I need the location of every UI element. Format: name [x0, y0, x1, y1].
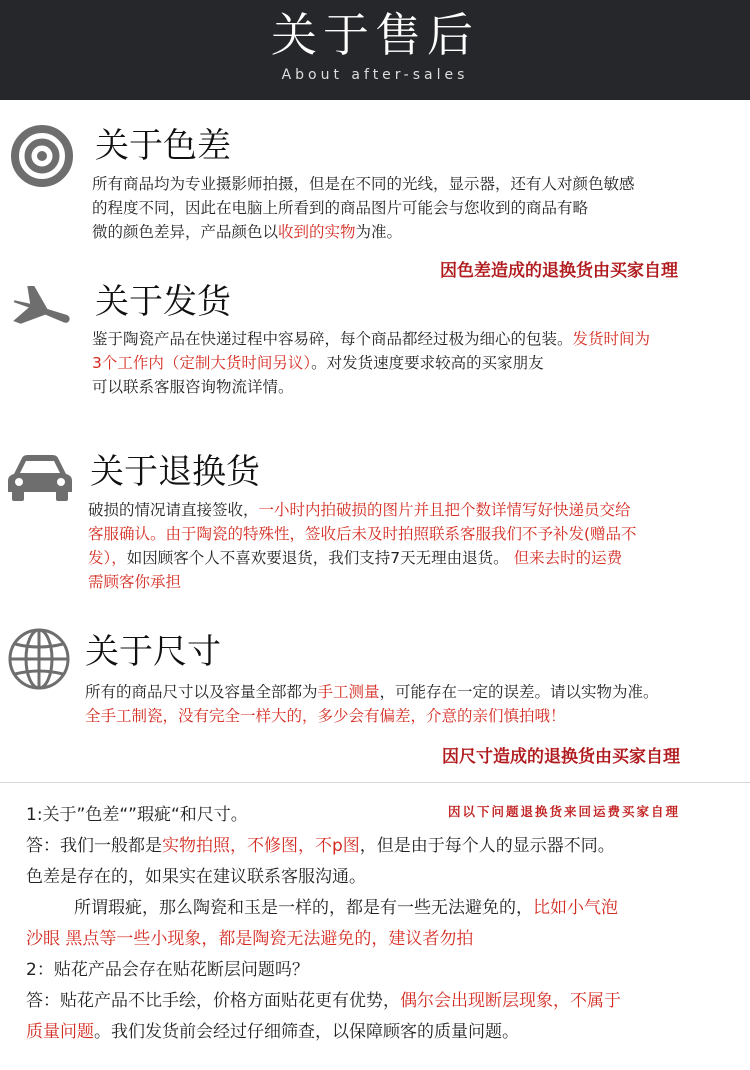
faq-block — [26, 800, 621, 1048]
section-body-color-diff — [92, 172, 742, 244]
body-line: 微的颜色差异，产品颜色以收到的实物为准。 — [92, 223, 403, 241]
size-note: 因尺寸造成的退换货由买家自理 — [442, 747, 680, 767]
section-body-size — [85, 680, 745, 728]
body-line: 所有的商品尺寸以及容量全部都为手工测量，可能存在一定的误差。请以实物为准。 — [85, 683, 659, 701]
section-title-size: 关于尺寸 — [85, 632, 221, 672]
faq-answer-line: 色差是存在的，如果实在建议联系客服沟通。 — [26, 867, 366, 887]
faq-answer-line: 质量问题。我们发货前会经过仔细筛查，以保障顾客的质量问题。 — [26, 1022, 519, 1042]
faq-answer-line: 答：我们一般都是实物拍照，不修图，不p图，但是由于每个人的显示器不同。 — [26, 836, 615, 856]
globe-icon — [6, 626, 72, 692]
body-line: 全手工制瓷，没有完全一样大的，多少会有偏差，介意的亲们慎拍哦！ — [85, 707, 566, 725]
target-icon — [10, 124, 74, 188]
section-title-shipping: 关于发货 — [95, 282, 231, 322]
color-diff-note: 因色差造成的退换货由买家自理 — [440, 261, 678, 281]
page-subtitle: About after-sales — [281, 67, 469, 83]
body-line: 鉴于陶瓷产品在快递过程中容易碎，每个商品都经过极为细心的包装。发货时间为 — [92, 330, 651, 348]
body-line: 所有商品均为专业摄影师拍摄，但是在不同的光线，显示器，还有人对颜色敏感 — [92, 175, 635, 193]
section-divider — [0, 782, 750, 783]
faq-answer-line: 答：贴花产品不比手绘，价格方面贴花更有优势，偶尔会出现断层现象，不属于 — [26, 991, 621, 1011]
header-banner — [0, 0, 750, 100]
body-line: 可以联系客服咨询物流详情。 — [92, 378, 294, 396]
body-line: 3个工作内（定制大货时间另议）。对发货速度要求较高的买家朋友 — [92, 354, 544, 372]
section-title-color-diff: 关于色差 — [95, 126, 231, 166]
faq-answer-line: 沙眼 黑点等一些小现象，都是陶瓷无法避免的，建议者勿拍 — [26, 929, 474, 949]
faq-question-1: 1:关于”色差“”瑕疵“和尺寸。 — [26, 805, 248, 825]
airplane-icon — [8, 286, 74, 346]
body-line: 需顾客你承担 — [88, 573, 182, 591]
faq-note: 因以下问题退换货来回运费买家自理 — [448, 804, 681, 819]
body-line: 破损的情况请直接签收，一小时内拍破损的图片并且把个数详情写好快递员交给 — [88, 501, 631, 519]
faq-answer-line: 所谓瑕疵，那么陶瓷和玉是一样的，都是有一些无法避免的，比如小气泡 — [74, 898, 618, 918]
page-title: 关于售后 — [271, 8, 479, 62]
body-line: 发），如因顾客个人不喜欢要退货，我们支持7天无理由退货。 但来去时的运费 — [88, 549, 623, 567]
body-line: 客服确认。由于陶瓷的特殊性，签收后未及时拍照联系客服我们不予补发(赠品不 — [88, 525, 637, 543]
body-line: 的程度不同，因此在电脑上所看到的商品图片可能会与您收到的商品有略 — [92, 199, 589, 217]
car-icon — [6, 450, 74, 506]
section-body-shipping — [92, 327, 742, 399]
faq-question-2: 2：贴花产品会存在贴花断层问题吗？ — [26, 960, 309, 980]
section-title-returns: 关于退换货 — [90, 452, 260, 492]
section-body-returns — [88, 498, 743, 594]
